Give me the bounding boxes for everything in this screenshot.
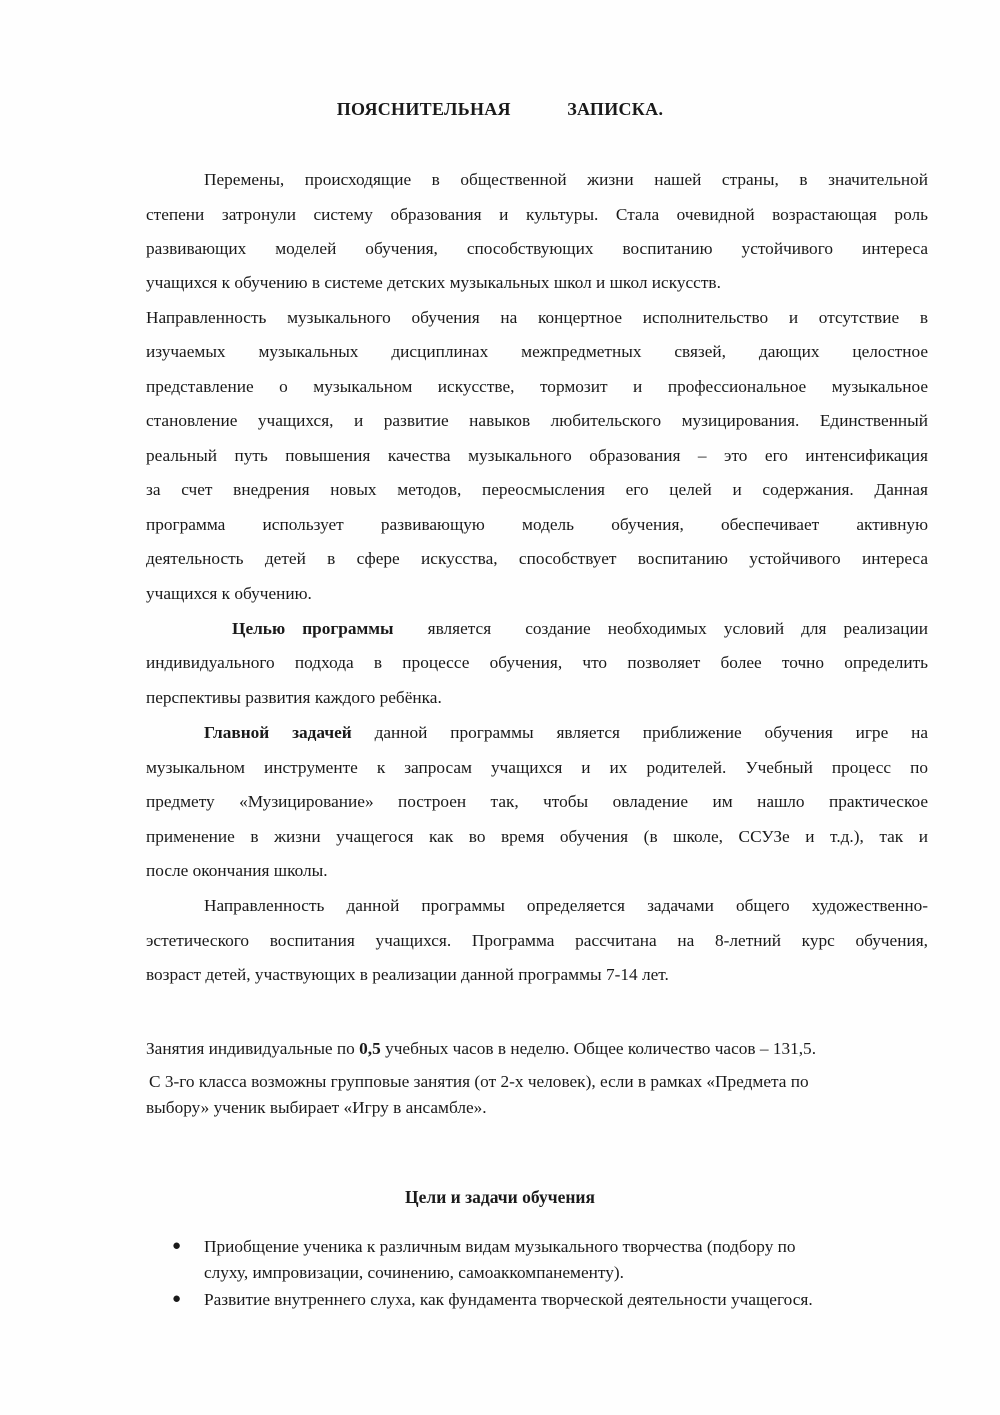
hours-value: 0,5 xyxy=(359,1039,381,1058)
text-line: индивидуального подхода в процессе обучения, что позволяет более точно определить xyxy=(146,653,928,672)
bullet-icon: ● xyxy=(172,1291,182,1307)
text-line: становление учащихся, и развитие навыков любительского музицирования. Единственный xyxy=(146,411,928,430)
text-line: учащихся к обучению в системе детских музыкальных школ и школ искусств. xyxy=(146,273,721,292)
hours-line xyxy=(146,1038,928,1060)
goals-title: Цели и задачи обучения xyxy=(405,1187,595,1207)
text-line: Направленность музыкального обучения на концертное исполнительство и отсутствие в xyxy=(146,308,928,327)
text-line: С 3-го класса возможны групповые занятия (от 2-х человек), если в рамках «Предмета по xyxy=(149,1072,809,1091)
text-line: реальный путь повышения качества музыкального образования – это его интенсификация xyxy=(146,446,928,465)
text-line: программа использует развивающую модель обучения, обеспечивает активную xyxy=(146,515,928,534)
text-line xyxy=(232,618,928,640)
list-item-text: Развитие внутреннего слуха, как фундамента творческой деятельности учащегося. xyxy=(204,1290,813,1309)
list-item-text: слуху, импровизации, сочинению, самоаккомпанементу). xyxy=(204,1263,624,1282)
hours-prefix: Занятия индивидуальные по xyxy=(146,1039,360,1058)
main-task-lead: Главной задачей xyxy=(204,723,352,742)
text-line: возраст детей, участвующих в реализации данной программы 7-14 лет. xyxy=(146,965,669,984)
bullet-icon: ● xyxy=(172,1238,182,1254)
text-line: учащихся к обучению. xyxy=(146,584,312,603)
list-item-text: Приобщение ученика к различным видам музыкального творчества (подбору по xyxy=(204,1237,796,1256)
text-line: Направленность данной программы определяется задачами общего художественно- xyxy=(204,896,928,915)
text-line xyxy=(204,722,928,744)
text-line: эстетического воспитания учащихся. Программа рассчитана на 8-летний курс обучения, xyxy=(146,931,928,950)
text-line: степени затронули систему образования и культуры. Стала очевидной возрастающая роль xyxy=(146,205,928,224)
text-line: музыкальном инструменте к запросам учащихся и их родителей. Учебный процесс по xyxy=(146,758,928,777)
text-line: перспективы развития каждого ребёнка. xyxy=(146,688,442,707)
text-line: развивающих моделей обучения, способствующих воспитанию устойчивого интереса xyxy=(146,239,928,258)
text-line: после окончания школы. xyxy=(146,861,328,880)
text-line: деятельность детей в сфере искусства, способствует воспитанию устойчивого интереса xyxy=(146,549,928,568)
goal-lead: Целью программы xyxy=(232,619,394,638)
text-line: представление о музыкальном искусстве, тормозит и профессиональное музыкальное xyxy=(146,377,928,396)
document-title: ПОЯСНИТЕЛЬНАЯ ЗАПИСКА. xyxy=(336,99,664,119)
text-line: за счет внедрения новых методов, переосмысления его целей и содержания. Данная xyxy=(146,480,928,499)
main-task-text: данной программы является приближение обучения игре на xyxy=(351,723,928,742)
text-line: применение в жизни учащегося как во время обучения (в школе, ССУЗе и т.д.), так и xyxy=(146,827,928,846)
text-line: предмету «Музицирование» построен так, чтобы овладение им нашло практическое xyxy=(146,792,928,811)
text-line: выбору» ученик выбирает «Игру в ансамбле». xyxy=(146,1098,487,1117)
text-line: Перемены, происходящие в общественной жизни нашей страны, в значительной xyxy=(204,170,928,189)
text-line: изучаемых музыкальных дисциплинах межпредметных связей, дающих целостное xyxy=(146,342,928,361)
goal-text: является создание необходимых условий для реализации xyxy=(393,619,928,638)
hours-suffix: учебных часов в неделю. Общее количество часов – 131,5. xyxy=(380,1039,817,1058)
